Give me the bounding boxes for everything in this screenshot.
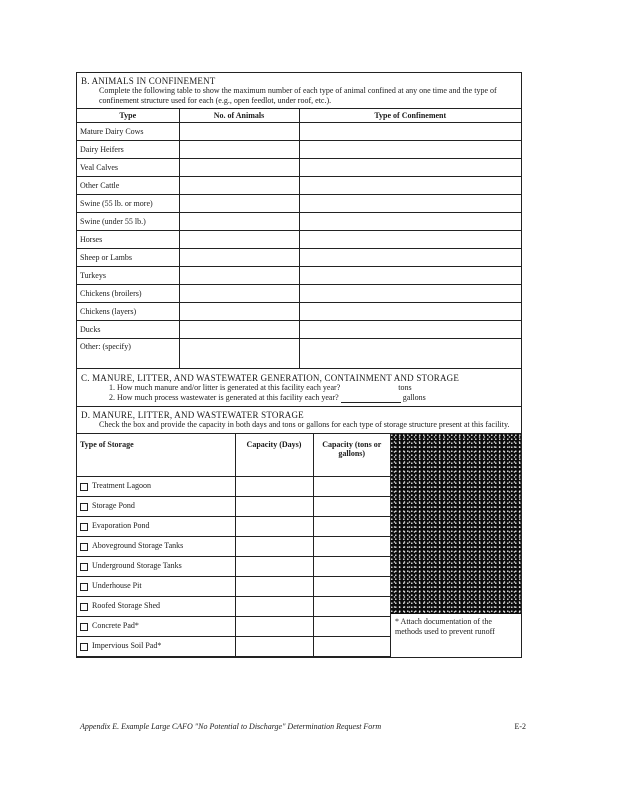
num-animals-cell[interactable] xyxy=(179,231,299,249)
storage-type-label: Roofed Storage Shed xyxy=(92,601,160,611)
table-row xyxy=(77,195,521,213)
table-row xyxy=(77,177,521,195)
capacity-tons-cell[interactable] xyxy=(313,536,391,556)
animal-type: Chickens (broilers) xyxy=(77,285,179,303)
num-animals-cell[interactable] xyxy=(179,177,299,195)
storage-checkbox[interactable] xyxy=(80,503,88,511)
storage-type-cell xyxy=(77,476,235,496)
confinement-cell[interactable] xyxy=(299,231,521,249)
num-animals-cell[interactable] xyxy=(179,303,299,321)
section-b xyxy=(76,72,522,369)
table-row xyxy=(77,616,391,636)
storage-checkbox[interactable] xyxy=(80,583,88,591)
animal-type: Other Cattle xyxy=(77,177,179,195)
capacity-days-cell[interactable] xyxy=(235,616,313,636)
table-row xyxy=(77,123,521,141)
storage-type-label: Underhouse Pit xyxy=(92,581,142,591)
storage-type-cell xyxy=(77,556,235,576)
confinement-cell[interactable] xyxy=(299,213,521,231)
table-row xyxy=(77,556,391,576)
form-page xyxy=(76,72,522,658)
confinement-cell[interactable] xyxy=(299,303,521,321)
capacity-tons-cell[interactable] xyxy=(313,476,391,496)
section-d-title: D. MANURE, LITTER, AND WASTEWATER STORAGE xyxy=(81,410,304,420)
storage-type-label: Treatment Lagoon xyxy=(92,481,152,491)
storage-type-label: Aboveground Storage Tanks xyxy=(92,541,184,551)
capacity-tons-cell[interactable] xyxy=(313,616,391,636)
storage-type-cell xyxy=(77,596,235,616)
section-d xyxy=(76,406,522,658)
animal-type: Sheep or Lambs xyxy=(77,249,179,267)
col-type: Type xyxy=(77,109,179,123)
num-animals-cell[interactable] xyxy=(179,267,299,285)
animal-type: Ducks xyxy=(77,321,179,339)
question-wastewater: 2. How much process wastewater is generated at this facility each year? xyxy=(109,393,339,402)
question-manure: 1. How much manure and/or litter is generated at this facility each year? xyxy=(109,383,341,392)
num-animals-cell[interactable] xyxy=(179,285,299,303)
section-c xyxy=(76,369,522,406)
capacity-tons-cell[interactable] xyxy=(313,556,391,576)
animal-type: Other: (specify) xyxy=(77,339,179,369)
col-capacity-days: Capacity (Days) xyxy=(235,434,313,476)
table-row xyxy=(77,303,521,321)
confinement-cell[interactable] xyxy=(299,339,521,369)
storage-checkbox[interactable] xyxy=(80,483,88,491)
animal-type: Dairy Heifers xyxy=(77,141,179,159)
confinement-cell[interactable] xyxy=(299,159,521,177)
confinement-cell[interactable] xyxy=(299,177,521,195)
capacity-tons-cell[interactable] xyxy=(313,516,391,536)
capacity-tons-cell[interactable] xyxy=(313,636,391,656)
animals-table xyxy=(77,108,521,369)
animal-type: Swine (55 lb. or more) xyxy=(77,195,179,213)
confinement-cell[interactable] xyxy=(299,285,521,303)
table-row xyxy=(77,141,521,159)
table-row xyxy=(77,636,391,656)
storage-table xyxy=(77,434,391,657)
num-animals-cell[interactable] xyxy=(179,213,299,231)
storage-type-label: Evaporation Pond xyxy=(92,521,150,531)
capacity-days-cell[interactable] xyxy=(235,576,313,596)
confinement-cell[interactable] xyxy=(299,267,521,285)
footer-text: Appendix E. Example Large CAFO "No Potential to Discharge" Determination Request Form xyxy=(80,722,382,731)
page-number: E-2 xyxy=(514,722,526,731)
animal-type: Mature Dairy Cows xyxy=(77,123,179,141)
table-row xyxy=(77,231,521,249)
table-row xyxy=(77,596,391,616)
capacity-tons-cell[interactable] xyxy=(313,496,391,516)
table-row xyxy=(77,339,521,369)
table-row xyxy=(77,249,521,267)
table-row xyxy=(77,536,391,556)
col-num-animals: No. of Animals xyxy=(179,109,299,123)
confinement-cell[interactable] xyxy=(299,195,521,213)
storage-type-cell xyxy=(77,536,235,556)
table-row xyxy=(77,576,391,596)
storage-checkbox[interactable] xyxy=(80,603,88,611)
storage-type-cell xyxy=(77,516,235,536)
section-c-title: C. MANURE, LITTER, AND WASTEWATER GENERATION, CONTAINMENT AND STORAGE xyxy=(81,373,460,383)
animal-type: Veal Calves xyxy=(77,159,179,177)
num-animals-cell[interactable] xyxy=(179,195,299,213)
num-animals-cell[interactable] xyxy=(179,321,299,339)
wastewater-unit: gallons xyxy=(402,393,426,402)
wastewater-blank[interactable] xyxy=(341,394,401,403)
storage-type-cell xyxy=(77,496,235,516)
animal-type: Chickens (layers) xyxy=(77,303,179,321)
table-row xyxy=(77,159,521,177)
storage-checkbox[interactable] xyxy=(80,643,88,651)
section-b-title: B. ANIMALS IN CONFINEMENT xyxy=(81,76,216,86)
table-row xyxy=(77,516,391,536)
capacity-days-cell[interactable] xyxy=(235,556,313,576)
animal-type: Horses xyxy=(77,231,179,249)
storage-checkbox[interactable] xyxy=(80,623,88,631)
storage-type-label: Impervious Soil Pad* xyxy=(92,641,162,651)
manure-unit: tons xyxy=(398,383,412,392)
col-storage-type: Type of Storage xyxy=(77,434,235,476)
storage-checkbox[interactable] xyxy=(80,543,88,551)
table-row xyxy=(77,321,521,339)
table-row xyxy=(77,476,391,496)
table-row xyxy=(77,213,521,231)
confinement-cell[interactable] xyxy=(299,249,521,267)
capacity-days-cell[interactable] xyxy=(235,536,313,556)
num-animals-cell[interactable] xyxy=(179,141,299,159)
capacity-days-cell[interactable] xyxy=(235,636,313,656)
capacity-tons-cell[interactable] xyxy=(313,576,391,596)
shaded-area xyxy=(391,434,521,614)
storage-type-label: Storage Pond xyxy=(92,501,135,511)
storage-type-cell xyxy=(77,576,235,596)
capacity-days-cell[interactable] xyxy=(235,476,313,496)
storage-type-label: Underground Storage Tanks xyxy=(92,561,182,571)
num-animals-cell[interactable] xyxy=(179,123,299,141)
section-b-instruction: Complete the following table to show the maximum number of each type of animal confined at any one time and the type of confinement structure used for each (e.g., open feedlot, under roof, etc.). xyxy=(99,86,497,105)
storage-type-label: Concrete Pad* xyxy=(92,621,139,631)
storage-type-cell xyxy=(77,616,235,636)
table-row xyxy=(77,285,521,303)
runoff-note: * Attach documentation of the methods used to prevent runoff xyxy=(395,617,495,636)
num-animals-cell[interactable] xyxy=(179,159,299,177)
capacity-days-cell[interactable] xyxy=(235,596,313,616)
col-capacity-tons: Capacity (tons or gallons) xyxy=(313,434,391,476)
page-footer xyxy=(80,722,526,731)
capacity-days-cell[interactable] xyxy=(235,516,313,536)
animal-type: Swine (under 55 lb.) xyxy=(77,213,179,231)
capacity-days-cell[interactable] xyxy=(235,496,313,516)
capacity-tons-cell[interactable] xyxy=(313,596,391,616)
num-animals-cell[interactable] xyxy=(179,249,299,267)
confinement-cell[interactable] xyxy=(299,321,521,339)
section-d-instruction: Check the box and provide the capacity in both days and tons or gallons for each type of storage structure present at this facility. xyxy=(99,420,510,429)
animal-type: Turkeys xyxy=(77,267,179,285)
num-animals-cell[interactable] xyxy=(179,339,299,369)
col-confinement: Type of Confinement xyxy=(299,109,521,123)
storage-checkbox[interactable] xyxy=(80,563,88,571)
table-row xyxy=(77,267,521,285)
table-row xyxy=(77,496,391,516)
storage-checkbox[interactable] xyxy=(80,523,88,531)
storage-type-cell xyxy=(77,636,235,656)
confinement-cell[interactable] xyxy=(299,123,521,141)
confinement-cell[interactable] xyxy=(299,141,521,159)
